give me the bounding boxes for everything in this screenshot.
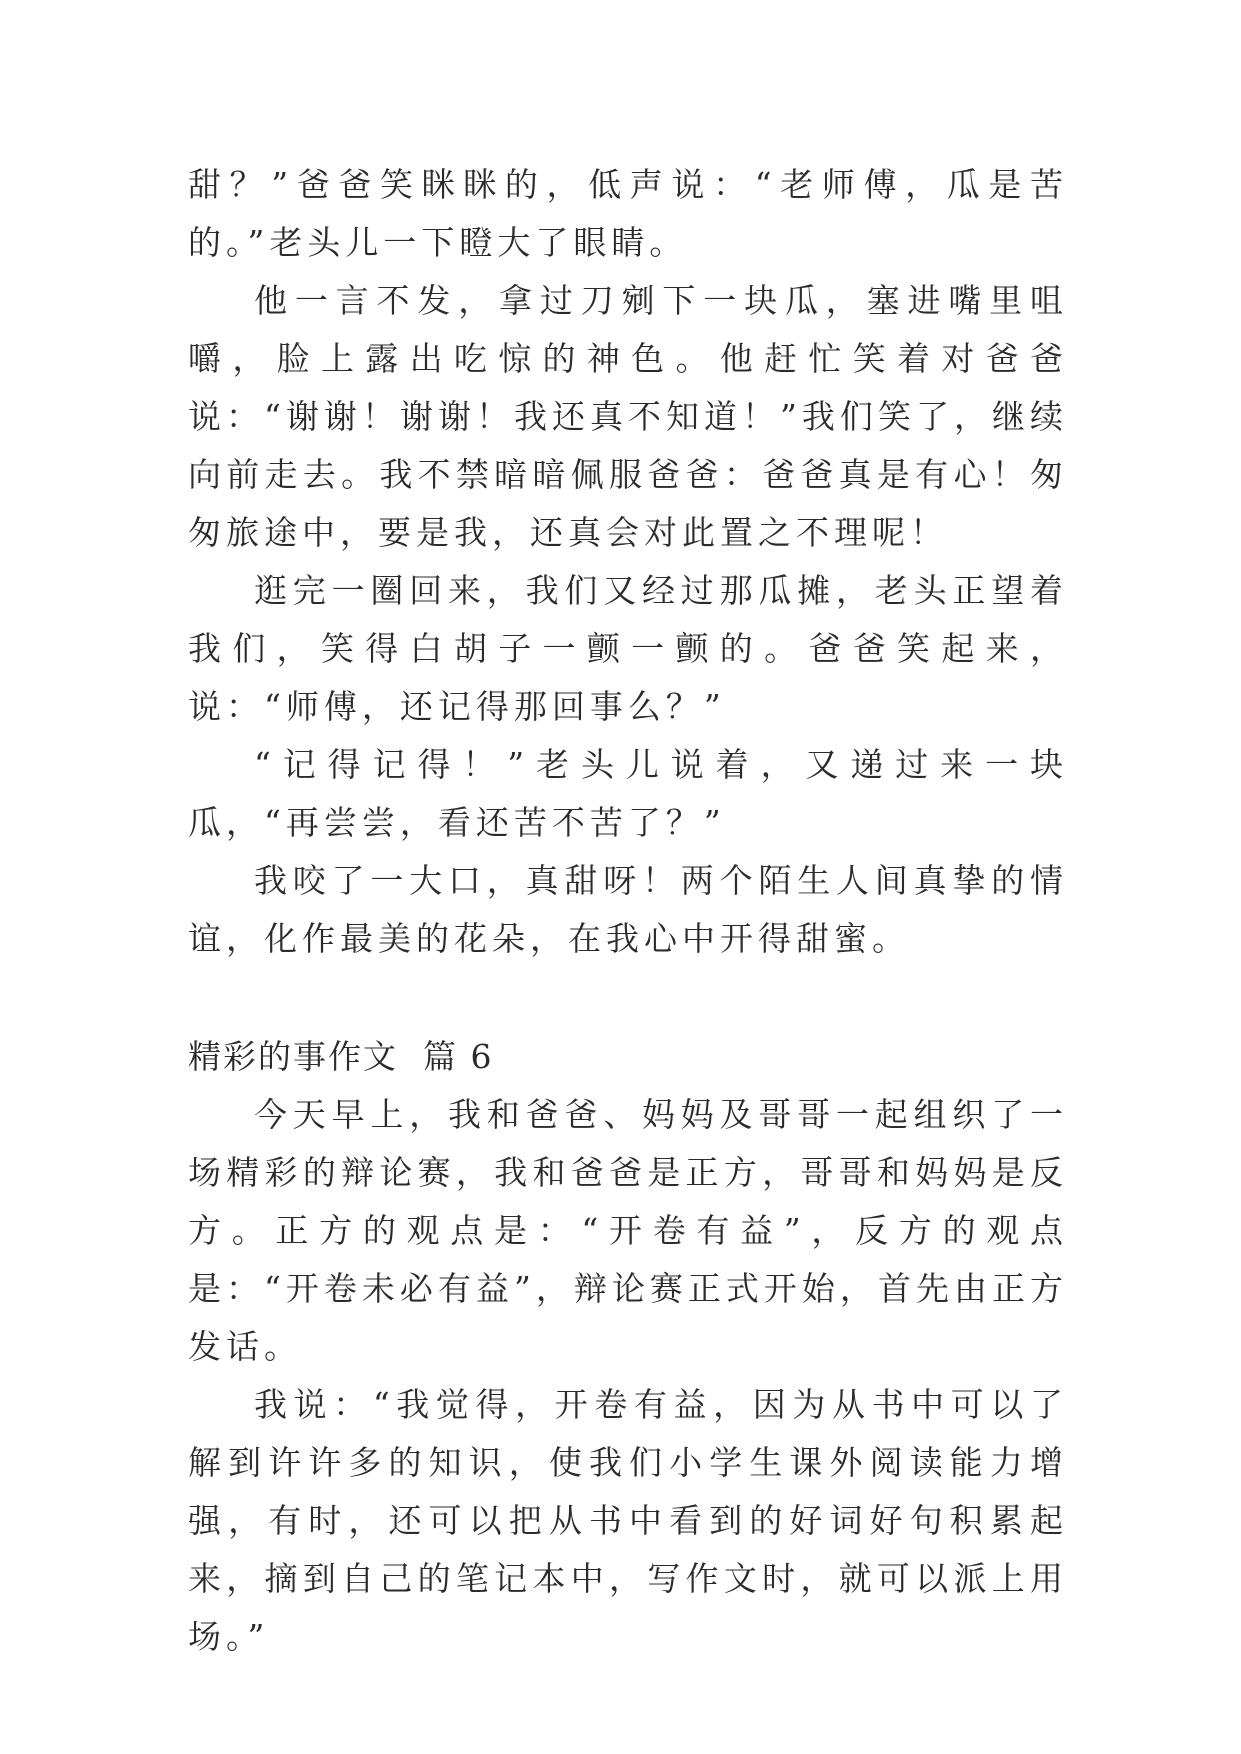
section-heading: 精彩的事作文 篇 6	[188, 1037, 494, 1076]
paragraph: 逛完一圈回来，我们又经过那瓜摊，老头正望着我们，笑得白胡子一颤一颤的。爸爸笑起来，说：“师傅，还记得那回事么？”	[188, 571, 1068, 726]
paragraph: “记得记得！”老头儿说着，又递过来一块瓜，“再尝尝，看还苦不苦了？”	[188, 745, 1068, 842]
paragraph-continued: 甜？”爸爸笑眯眯的，低声说：“老师傅，瓜是苦的。”老头儿一下瞪大了眼睛。	[188, 165, 1068, 262]
paragraph: 我咬了一大口，真甜呀！两个陌生人间真挚的情谊，化作最美的花朵，在我心中开得甜蜜。	[188, 861, 1068, 958]
paragraph: 他一言不发，拿过刀剜下一块瓜，塞进嘴里咀嚼，脸上露出吃惊的神色。他赶忙笑着对爸爸说：“谢谢！谢谢！我还真不知道！”我们笑了，继续向前走去。我不禁暗暗佩服爸爸：爸爸真是有心！匆匆旅途中，要是我，还真会对此置之不理呢！	[188, 281, 1068, 552]
paragraph: 今天早上，我和爸爸、妈妈及哥哥一起组织了一场精彩的辩论赛，我和爸爸是正方，哥哥和妈妈是反方。正方的观点是：“开卷有益”，反方的观点是：“开卷未必有益”，辩论赛正式开始，首先由正方发话。	[188, 1095, 1068, 1366]
document-body	[188, 156, 1068, 1666]
paragraph: 我说：“我觉得，开卷有益，因为从书中可以了解到许许多的知识，使我们小学生课外阅读能力增强，有时，还可以把从书中看到的好词好句积累起来，摘到自己的笔记本中，写作文时，就可以派上用场。”	[188, 1385, 1068, 1656]
